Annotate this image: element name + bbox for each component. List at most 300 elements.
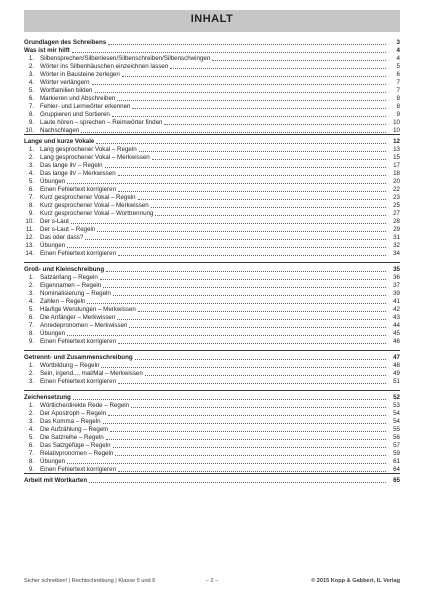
- toc-item-row: [24, 361, 400, 369]
- toc-entry-number: 3.: [28, 162, 34, 169]
- toc-entry-title: Der s-Laut – Regeln: [40, 226, 96, 233]
- toc-dot-leader: [129, 327, 386, 328]
- toc-dot-leader: [118, 383, 386, 384]
- toc-item-row: [24, 425, 400, 433]
- toc-entry-title-wrap: [36, 226, 386, 233]
- toc-entry-title: Wörter verlängern: [40, 79, 90, 86]
- toc-entry-title-wrap: [36, 298, 386, 305]
- toc-dot-leader: [164, 124, 386, 125]
- toc-entry-title-wrap: [36, 63, 386, 70]
- toc-section-row: [24, 350, 400, 361]
- toc-entry-title: Wörtliche/direkte Rede – Regeln: [40, 402, 130, 409]
- toc-dot-leader: [81, 132, 386, 133]
- toc-dot-leader: [118, 191, 386, 192]
- toc-item-row: [24, 193, 400, 201]
- toc-entry-title: Sein, irgend..., mal/Mal – Merkwissen: [40, 370, 143, 377]
- toc-entry-page: 23: [393, 194, 400, 201]
- toc-item-row: [24, 233, 400, 241]
- toc-entry-title-wrap: [36, 194, 386, 201]
- toc-dot-leader: [151, 207, 386, 208]
- toc-item-row: [24, 201, 400, 209]
- toc-entry-title: Kurz gesprochener Vokal – Regeln: [40, 194, 136, 201]
- toc-dot-leader: [67, 335, 386, 336]
- toc-dot-leader: [117, 319, 386, 320]
- toc-entry-page: 10: [393, 127, 400, 134]
- toc-dot-leader: [72, 52, 386, 53]
- toc-entry-page: 29: [393, 226, 400, 233]
- toc-item-row: [24, 110, 400, 118]
- toc-entry-number: 10.: [25, 218, 34, 225]
- toc-entry-title-wrap: [36, 290, 386, 297]
- toc-entry-title-wrap: [36, 450, 386, 457]
- toc-entry-page: 47: [393, 354, 400, 361]
- toc-dot-leader: [132, 108, 386, 109]
- toc-item-row: [24, 273, 400, 281]
- toc-entry-page: 54: [393, 418, 400, 425]
- toc-dot-leader: [73, 399, 386, 400]
- toc-dot-leader: [85, 239, 386, 240]
- toc-dot-leader: [122, 76, 386, 77]
- toc-dot-leader: [67, 247, 386, 248]
- toc-entry-title: Was ist mir hilft: [24, 47, 70, 54]
- toc-entry-title-wrap: [36, 370, 386, 377]
- toc-item-row: [24, 177, 400, 185]
- toc-item-row: [24, 433, 400, 441]
- toc-entry-number: 13.: [25, 242, 34, 249]
- toc-dot-leader: [117, 100, 386, 101]
- toc-entry-title-wrap: [36, 418, 386, 425]
- toc-entry-number: 6.: [28, 314, 34, 321]
- toc-entry-title-wrap: [36, 362, 386, 369]
- toc-dot-leader: [113, 447, 386, 448]
- toc-entry-page: 9: [396, 111, 400, 118]
- toc-entry-page: 32: [393, 242, 400, 249]
- toc-entry-title-wrap: [24, 138, 386, 145]
- toc-entry-title-wrap: [36, 402, 386, 409]
- toc-entry-page: 15: [393, 154, 400, 161]
- toc-entry-title-wrap: [36, 103, 386, 110]
- toc-entry-title: Lang gesprochener Vokal – Regeln: [40, 146, 137, 153]
- toc-entry-title-wrap: [36, 282, 386, 289]
- header-bar: [24, 10, 400, 32]
- toc-entry-page: 4: [396, 55, 400, 62]
- toc-item-row: [24, 449, 400, 457]
- toc-item-row: [24, 118, 400, 126]
- toc-entry-number: 7.: [28, 103, 34, 110]
- toc-item-row: [24, 225, 400, 233]
- toc-item-row: [24, 297, 400, 305]
- toc-entry-page: 4: [396, 47, 400, 54]
- toc-entry-number: 2.: [28, 282, 34, 289]
- toc-entry-page: 8: [396, 103, 400, 110]
- toc-entry-number: 2.: [28, 410, 34, 417]
- toc-entry-title: Übungen: [40, 242, 66, 249]
- toc-entry-page: 45: [393, 330, 400, 337]
- toc-item-row: [24, 281, 400, 289]
- toc-entry-number: 8.: [28, 330, 34, 337]
- toc-entry-title: Einen Fehlertext korrigieren: [40, 338, 117, 345]
- toc-entry-number: 6.: [28, 95, 34, 102]
- toc-entry-title-wrap: [36, 234, 386, 241]
- toc-entry-title-wrap: [36, 186, 386, 193]
- toc-entry-title: Übungen: [40, 178, 66, 185]
- toc-item-row: [24, 465, 400, 473]
- toc-dot-leader: [89, 482, 386, 483]
- toc-dot-leader: [118, 255, 386, 256]
- toc-item-row: [24, 54, 400, 62]
- toc-entry-number: 9.: [28, 210, 34, 217]
- toc-entry-number: 1.: [28, 55, 34, 62]
- toc-dot-leader: [118, 471, 386, 472]
- toc-dot-leader: [112, 116, 386, 117]
- toc-dot-leader: [67, 183, 386, 184]
- toc-entry-title-wrap: [36, 178, 386, 185]
- table-of-contents: [24, 38, 400, 484]
- toc-entry-title: Kurz gesprochener Vokal – Merkwissen: [40, 202, 149, 209]
- toc-item-row: [24, 153, 400, 161]
- toc-entry-page: 10: [393, 119, 400, 126]
- toc-section-row: [24, 390, 400, 401]
- toc-entry-title-wrap: [24, 354, 386, 361]
- toc-item-row: [24, 289, 400, 297]
- toc-entry-title-wrap: [36, 242, 386, 249]
- toc-entry-title-wrap: [36, 127, 386, 134]
- toc-entry-title: Das oder dass?: [40, 234, 84, 241]
- toc-item-row: [24, 145, 400, 153]
- toc-item-row: [24, 441, 400, 449]
- toc-entry-page: 3: [396, 39, 400, 46]
- footer-page-number: – 2 –: [205, 578, 219, 584]
- toc-entry-number: 14.: [25, 250, 34, 257]
- toc-entry-title: Arbeit mit Wortkarten: [24, 477, 88, 484]
- toc-entry-title-wrap: [36, 202, 386, 209]
- toc-entry-title: Eigennamen – Regeln: [40, 282, 102, 289]
- toc-dot-leader: [155, 215, 386, 216]
- toc-entry-title-wrap: [36, 330, 386, 337]
- toc-entry-title: Einen Fehlertext korrigieren: [40, 250, 117, 257]
- toc-entry-number: 5.: [28, 434, 34, 441]
- toc-entry-title-wrap: [36, 306, 386, 313]
- toc-entry-title: Lang gesprochener Vokal – Merkwissen: [40, 154, 150, 161]
- toc-entry-title-wrap: [36, 218, 386, 225]
- toc-entry-page: 43: [393, 314, 400, 321]
- toc-item-row: [24, 337, 400, 345]
- toc-dot-leader: [103, 423, 386, 424]
- toc-entry-title: Wortbildung – Regeln: [40, 362, 100, 369]
- toc-entry-page: 17: [393, 162, 400, 169]
- toc-entry-number: 1.: [28, 402, 34, 409]
- toc-section-row: [24, 46, 400, 54]
- toc-entry-title: Einen Fehlertext korrigieren: [40, 378, 117, 385]
- page-title: INHALT: [190, 13, 234, 25]
- toc-entry-page: 31: [393, 234, 400, 241]
- toc-entry-page: 18: [393, 170, 400, 177]
- toc-entry-title: Anredepronomen – Merkwissen: [40, 322, 128, 329]
- toc-entry-title-wrap: [36, 378, 386, 385]
- toc-entry-number: 8.: [28, 111, 34, 118]
- toc-item-row: [24, 185, 400, 193]
- toc-entry-page: 64: [393, 466, 400, 473]
- toc-entry-title-wrap: [36, 146, 386, 153]
- toc-section-row: [24, 134, 400, 145]
- toc-entry-page: 13: [393, 146, 400, 153]
- footer-series: Sicher schreiben! | Rechtschreibung | Klasse 5 und 6: [24, 578, 156, 584]
- toc-entry-page: 25: [393, 202, 400, 209]
- toc-entry-number: 4.: [28, 298, 34, 305]
- toc-dot-leader: [101, 367, 386, 368]
- footer-copyright: © 2015 Kopp & Gabbert, IL Verlag: [311, 578, 400, 584]
- toc-dot-leader: [71, 223, 386, 224]
- toc-entry-title-wrap: [36, 119, 386, 126]
- toc-dot-leader: [139, 151, 386, 152]
- toc-entry-page: 35: [393, 266, 400, 273]
- toc-entry-title: Der s-Laut: [40, 218, 69, 225]
- toc-entry-title-wrap: [36, 154, 386, 161]
- toc-dot-leader: [118, 343, 386, 344]
- toc-entry-title: Wörter in Bausteine zerlegen: [40, 71, 120, 78]
- toc-entry-page: 65: [393, 477, 400, 484]
- toc-entry-number: 2.: [28, 154, 34, 161]
- toc-dot-leader: [110, 431, 386, 432]
- toc-dot-leader: [105, 167, 386, 168]
- toc-entry-number: 2.: [28, 370, 34, 377]
- toc-entry-page: 34: [393, 250, 400, 257]
- toc-dot-leader: [97, 231, 386, 232]
- toc-entry-page: 55: [393, 426, 400, 433]
- toc-dot-leader: [113, 295, 386, 296]
- toc-entry-title-wrap: [36, 410, 386, 417]
- toc-entry-title: Fehler- und Lernwörter erkennen: [40, 103, 131, 110]
- toc-entry-page: 20: [393, 178, 400, 185]
- toc-entry-page: 56: [393, 434, 400, 441]
- toc-entry-title: Die Aufzählung – Regeln: [40, 426, 109, 433]
- toc-entry-title-wrap: [36, 250, 386, 257]
- toc-entry-page: 22: [393, 186, 400, 193]
- toc-entry-title: Wortfamilien bilden: [40, 87, 93, 94]
- toc-entry-title-wrap: [24, 266, 386, 273]
- toc-entry-page: 57: [393, 442, 400, 449]
- toc-entry-title: Das Satzgefüge – Regeln: [40, 442, 111, 449]
- toc-entry-number: 1.: [28, 362, 34, 369]
- toc-entry-title-wrap: [36, 111, 386, 118]
- toc-dot-leader: [108, 415, 386, 416]
- toc-item-row: [24, 78, 400, 86]
- toc-item-row: [24, 329, 400, 337]
- toc-entry-number: 8.: [28, 202, 34, 209]
- toc-item-row: [24, 369, 400, 377]
- toc-entry-number: 7.: [28, 194, 34, 201]
- toc-entry-title-wrap: [36, 95, 386, 102]
- toc-dot-leader: [131, 407, 386, 408]
- toc-entry-number: 10.: [25, 127, 34, 134]
- toc-entry-title: Übungen: [40, 458, 66, 465]
- toc-entry-title-wrap: [36, 434, 386, 441]
- toc-entry-number: 4.: [28, 79, 34, 86]
- toc-entry-page: 44: [393, 322, 400, 329]
- toc-entry-title-wrap: [36, 314, 386, 321]
- toc-entry-title: Zahlen – Regeln: [40, 298, 86, 305]
- toc-dot-leader: [87, 303, 386, 304]
- toc-item-row: [24, 249, 400, 257]
- toc-item-row: [24, 241, 400, 249]
- toc-entry-title: Einen Fehlertext korrigieren: [40, 186, 117, 193]
- toc-item-row: [24, 102, 400, 110]
- toc-item-row: [24, 70, 400, 78]
- toc-entry-number: 3.: [28, 418, 34, 425]
- toc-item-row: [24, 94, 400, 102]
- toc-entry-title-wrap: [36, 55, 386, 62]
- toc-item-row: [24, 161, 400, 169]
- toc-dot-leader: [138, 311, 386, 312]
- toc-entry-number: 7.: [28, 450, 34, 457]
- toc-dot-leader: [103, 287, 386, 288]
- toc-entry-number: 3.: [28, 71, 34, 78]
- toc-entry-title: Groß- und Kleinschreibung: [24, 266, 105, 273]
- toc-dot-leader: [67, 463, 386, 464]
- toc-dot-leader: [96, 143, 386, 144]
- toc-entry-number: 7.: [28, 322, 34, 329]
- toc-item-row: [24, 377, 400, 385]
- toc-entry-title: Das lange ih/ – Regeln: [40, 162, 103, 169]
- toc-entry-page: 12: [393, 138, 400, 145]
- toc-entry-title-wrap: [24, 394, 386, 401]
- toc-entry-number: 4.: [28, 170, 34, 177]
- toc-item-row: [24, 457, 400, 465]
- toc-dot-leader: [138, 199, 386, 200]
- toc-item-row: [24, 169, 400, 177]
- toc-entry-title: Der Apostroph – Regeln: [40, 410, 107, 417]
- toc-entry-page: 52: [393, 394, 400, 401]
- toc-entry-page: 7: [396, 87, 400, 94]
- toc-section-row: [24, 38, 400, 46]
- toc-entry-title: Übungen: [40, 330, 66, 337]
- toc-entry-number: 3.: [28, 290, 34, 297]
- toc-entry-title: Kurz gesprochener Vokal – Worttrennung: [40, 210, 154, 217]
- toc-entry-title-wrap: [36, 71, 386, 78]
- toc-item-row: [24, 86, 400, 94]
- toc-dot-leader: [145, 375, 386, 376]
- toc-entry-title: Laute hören – sprechen – Reimwörter finden: [40, 119, 163, 126]
- toc-item-row: [24, 321, 400, 329]
- toc-entry-page: 37: [393, 282, 400, 289]
- toc-entry-title: Wörter ins Silbenhäuschen einzeichnen lassen: [40, 63, 169, 70]
- toc-entry-title-wrap: [36, 87, 386, 94]
- toc-entry-number: 11.: [25, 226, 34, 233]
- toc-dot-leader: [106, 271, 386, 272]
- toc-entry-title: Satzanfang – Regeln: [40, 274, 98, 281]
- toc-dot-leader: [118, 175, 386, 176]
- toc-entry-page: 5: [396, 63, 400, 70]
- toc-entry-page: 53: [393, 402, 400, 409]
- toc-entry-page: 6: [396, 71, 400, 78]
- toc-entry-title: Getrennt- und Zusammenschreibung: [24, 354, 133, 361]
- toc-entry-page: 39: [393, 290, 400, 297]
- toc-item-row: [24, 209, 400, 217]
- toc-entry-number: 9.: [28, 338, 34, 345]
- toc-entry-number: 12.: [25, 234, 34, 241]
- toc-entry-page: 51: [393, 378, 400, 385]
- toc-dot-leader: [170, 68, 386, 69]
- toc-entry-number: 9.: [28, 466, 34, 473]
- toc-item-row: [24, 217, 400, 225]
- toc-entry-number: 5.: [28, 178, 34, 185]
- toc-entry-title: Einen Fehlertext korrigieren: [40, 466, 117, 473]
- toc-entry-number: 2.: [28, 63, 34, 70]
- toc-entry-title-wrap: [36, 274, 386, 281]
- toc-entry-page: 46: [393, 338, 400, 345]
- toc-entry-number: 5.: [28, 306, 34, 313]
- toc-entry-title: Markieren und Abschreiben: [40, 95, 116, 102]
- toc-entry-title-wrap: [36, 458, 386, 465]
- toc-entry-page: 48: [393, 362, 400, 369]
- toc-entry-title-wrap: [24, 39, 386, 46]
- toc-entry-number: 6.: [28, 442, 34, 449]
- toc-item-row: [24, 313, 400, 321]
- toc-entry-title-wrap: [36, 426, 386, 433]
- toc-entry-title: Häufige Wendungen – Merkwissen: [40, 306, 136, 313]
- toc-item-row: [24, 305, 400, 313]
- page-footer: [24, 578, 400, 588]
- toc-entry-number: 5.: [28, 87, 34, 94]
- toc-dot-leader: [135, 359, 386, 360]
- toc-entry-number: 6.: [28, 186, 34, 193]
- toc-entry-page: 41: [393, 298, 400, 305]
- toc-entry-title: Gruppieren und Sortieren: [40, 111, 110, 118]
- toc-entry-page: 28: [393, 218, 400, 225]
- toc-item-row: [24, 417, 400, 425]
- toc-entry-title-wrap: [36, 338, 386, 345]
- toc-entry-title-wrap: [36, 162, 386, 169]
- toc-entry-title: Nominalisierung – Regeln: [40, 290, 111, 297]
- toc-entry-title-wrap: [36, 170, 386, 177]
- toc-item-row: [24, 126, 400, 134]
- toc-entry-title: Die Satzreihe – Regeln: [40, 434, 104, 441]
- toc-entry-page: 42: [393, 306, 400, 313]
- toc-dot-leader: [100, 279, 386, 280]
- toc-entry-number: 3.: [28, 378, 34, 385]
- toc-entry-page: 61: [393, 458, 400, 465]
- toc-entry-number: 9.: [28, 119, 34, 126]
- toc-item-row: [24, 62, 400, 70]
- toc-item-row: [24, 401, 400, 409]
- toc-entry-page: 27: [393, 210, 400, 217]
- toc-entry-title-wrap: [24, 47, 386, 54]
- toc-entry-page: 7: [396, 79, 400, 86]
- toc-entry-title: Grundlagen des Schreibens: [24, 39, 107, 46]
- toc-entry-title: Nachschlagen: [40, 127, 80, 134]
- toc-dot-leader: [106, 439, 386, 440]
- toc-entry-title-wrap: [36, 442, 386, 449]
- toc-item-row: [24, 409, 400, 417]
- toc-dot-leader: [92, 84, 386, 85]
- toc-dot-leader: [152, 159, 386, 160]
- toc-dot-leader: [212, 60, 386, 61]
- toc-entry-title: Zeichensetzung: [24, 394, 71, 401]
- toc-entry-title-wrap: [36, 322, 386, 329]
- toc-entry-title-wrap: [36, 466, 386, 473]
- toc-entry-number: 8.: [28, 458, 34, 465]
- toc-entry-page: 49: [393, 370, 400, 377]
- toc-entry-number: 4.: [28, 426, 34, 433]
- toc-entry-title: Silbensprechen/Silbenlesen/Silbenschreiben/Silbenschwingen: [40, 55, 211, 62]
- toc-entry-title: Das Komma – Regeln: [40, 418, 101, 425]
- toc-dot-leader: [95, 92, 386, 93]
- toc-section-row: [24, 262, 400, 273]
- toc-entry-page: 54: [393, 410, 400, 417]
- toc-entry-title: Die Anfänger – Merkwissen: [40, 314, 116, 321]
- toc-entry-page: 36: [393, 274, 400, 281]
- toc-entry-number: 1.: [28, 146, 34, 153]
